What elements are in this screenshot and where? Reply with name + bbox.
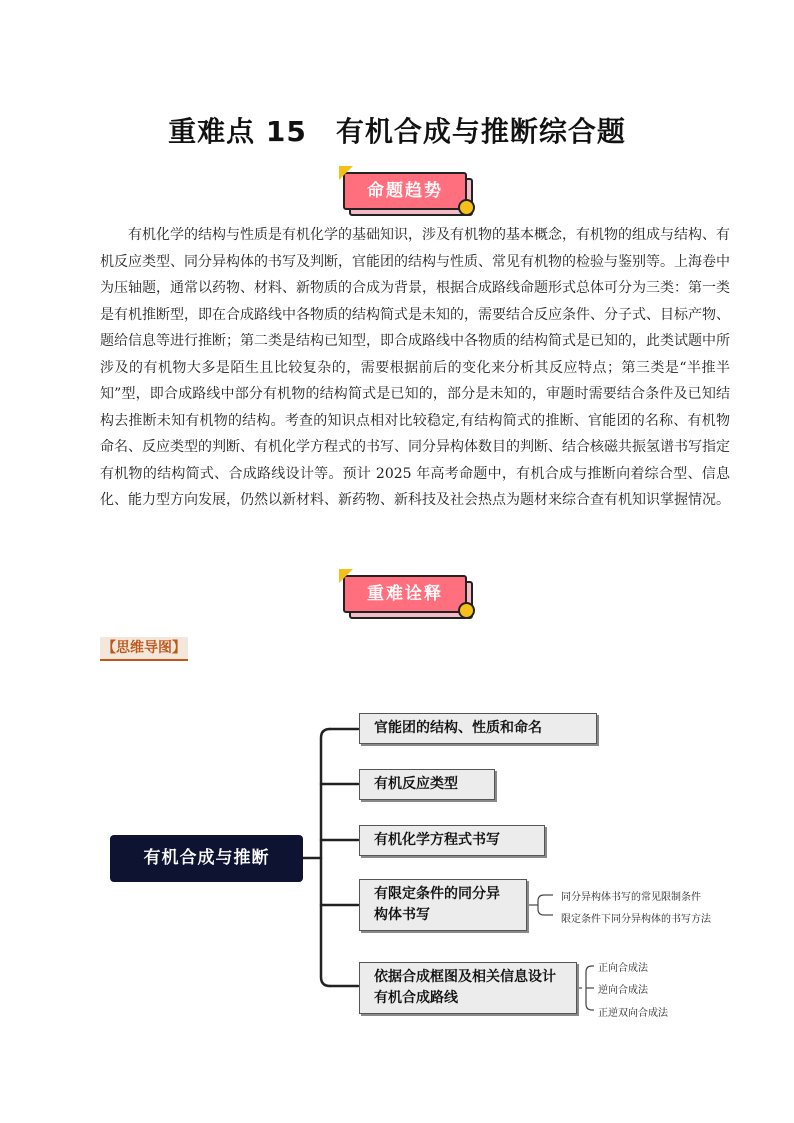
- mindmap-branch: 有机反应类型: [359, 769, 495, 800]
- mindmap-root: 有机合成与推断: [110, 835, 303, 882]
- intro-paragraph: 有机化学的结构与性质是有机化学的基础知识，涉及有机物的基本概念，有机物的组成与结构、有机反应类型、同分异构体的书写及判断，官能团的结构与性质、常见有机物的检验与鉴别等。上海卷中为压轴题，通常以药物、材料、新物质的合成为背景，根据合成路线命题形式总体可分为三类：第一类是有机推断型，即在合成路线中各物质的结构简式是未知的，需要结合反应条件、分子式、目标产物、题给信息等进行推断；第二类是结构已知型，即合成路线中各物质的结构简式是已知的，此类试题中所涉及的有机物大多是陌生且比较复杂的，需要根据前后的变化来分析其反应特点；第三类是“半推半知”型，即合成路线中部分有机物的结构简式是已知的，部分是未知的，审题时需要结合条件及已知结构去推断未知有机物的结构。考查的知识点相对比较稳定,有结构简式的推断、官能团的名称、有机物命名、反应类型的判断、有机化学方程式的书写、同分异构体数目的判断、结合核磁共振氢谱书写指定有机物的结构简式、合成路线设计等。预计 2025 年高考命题中，有机合成与推断向着综合型、信息化、能力型方向发展，仍然以新材料、新药物、新科技及社会热点为题材来综合查有机知识掌握情况。: [100, 227, 730, 508]
- mindmap-label: 【思维导图】: [100, 637, 188, 661]
- page-title: 重难点 15 有机合成与推断综合题: [168, 115, 626, 148]
- mindmap-leaf: 正逆双向合成法: [598, 1008, 668, 1019]
- mindmap-branch: 有机化学方程式书写: [359, 825, 545, 856]
- badge-label: 重难诠释: [343, 575, 467, 613]
- badge-label: 命题趋势: [343, 172, 467, 210]
- mindmap-leaf: 限定条件下同分异构体的书写方法: [561, 914, 711, 925]
- mindmap-leaf: 同分异构体书写的常见限制条件: [561, 892, 701, 903]
- mindmap-branch: 有限定条件的同分异构体书写: [359, 879, 527, 931]
- mindmap-branch: 依据合成框图及相关信息设计有机合成路线: [359, 962, 577, 1014]
- mindmap-leaf: 正向合成法: [598, 963, 648, 974]
- mindmap-leaf: 逆向合成法: [598, 985, 648, 996]
- mindmap-branch: 官能团的结构、性质和命名: [359, 713, 597, 744]
